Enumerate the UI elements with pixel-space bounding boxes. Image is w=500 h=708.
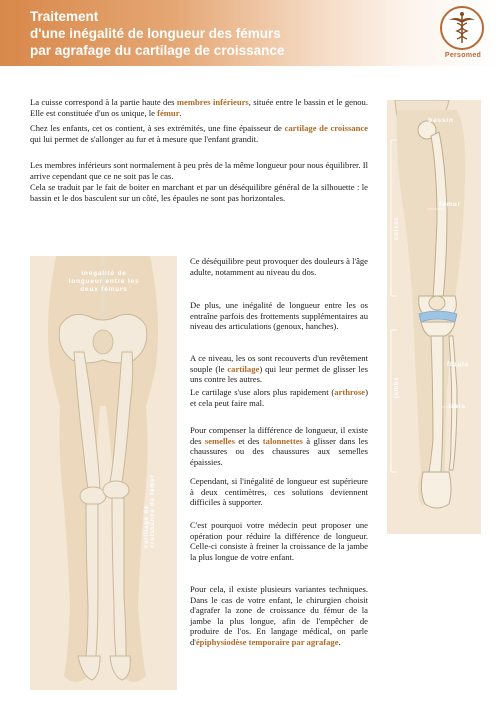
label-femur: fémur xyxy=(438,201,462,208)
label-inegalite-longueur: inégalité de longueur entre les deux fémurs xyxy=(68,270,140,293)
label-bassin: bassin xyxy=(428,117,454,124)
legs-inequality-illustration xyxy=(30,256,177,690)
intro-paragraph-1: La cuisse correspond à la partie haute des membres inférieurs, située entre le bassin et le genou. Elle est constituée d'un os unique, le fémur. xyxy=(30,97,368,118)
body-paragraph-1: Ce déséquilibre peut provoquer des douleurs à l'âge adulte, notamment au niveau du dos. xyxy=(190,256,368,277)
caduceus-icon xyxy=(442,8,482,48)
logo-circle xyxy=(440,6,484,50)
highlight-femur: fémur xyxy=(157,107,180,118)
intro-paragraph-2: Chez les enfants, cet os contient, à ses extrémités, une fine épaisseur de cartilage de croissance qui lui permet de s'allonger au fur et à mesure que l'enfant grandit. xyxy=(30,123,368,144)
title-line-2: d'une inégalité de longueur des fémurs xyxy=(30,26,281,41)
title-line-1: Traitement xyxy=(30,9,99,24)
label-fibula: fibula xyxy=(446,361,470,368)
highlight-cartilage: cartilage xyxy=(227,363,260,374)
highlight-cartilage-de-croissance: cartilage de croissance xyxy=(284,123,368,133)
body-paragraph-5: Pour compenser la différence de longueur, il existe des semelles et des talonnettes à glisser dans les chaussures ou des chaussures aux semelles épaissies. xyxy=(190,425,369,467)
body-paragraph-3: A ce niveau, les os sont recouverts d'un revêtement souple (le cartilage) qui leur permet de glisser les uns contre les autres. xyxy=(190,353,368,385)
legs-skeleton-drawing xyxy=(30,256,177,690)
leg-bones-drawing xyxy=(387,100,481,534)
highlight-arthrose: arthrose xyxy=(334,387,366,397)
highlight-membres-inferieurs: membres inférieurs xyxy=(176,97,249,107)
persomed-logo xyxy=(437,6,489,64)
intro-paragraph-3: Les membres inférieurs sont normalement à peu près de la même longueur pour nous équilibrer. Il arrive cependant que ce ne soit pas le cas. xyxy=(30,160,368,181)
body-paragraph-8: Pour cela, il existe plusieurs variantes techniques. Dans le cas de votre enfant, le chirurgien choisit d'agrafer la zone de croissance du fémur de la jambe la plus longue, afin de l'empêcher de produire de l'os. En langage médical, on parle d'épiphysiodèse temporaire par agrafage. xyxy=(190,584,368,647)
body-paragraph-2: De plus, une inégalité de longueur entre les os entraîne parfois des frottements supplémentaires au niveau des articulations (genoux, hanches). xyxy=(190,300,368,332)
label-cartilage-croissance: cartilage de croissance du fémur xyxy=(144,474,156,548)
page-title xyxy=(30,8,284,59)
highlight-epiphysiodese: épiphysiodèse temporaire par agrafage xyxy=(195,636,339,647)
highlight-semelles: semelles xyxy=(204,435,235,446)
header-banner xyxy=(0,0,500,66)
title-line-3: par agrafage du cartilage de croissance xyxy=(30,43,285,58)
highlight-talonnettes: talonnettes xyxy=(262,435,303,446)
body-paragraph-7: C'est pourquoi votre médecin peut proposer une opération pour réduire la différence de longueur. Celle-ci consiste à freiner la croissance de la jambe la plus longue de votre enfant. xyxy=(190,520,368,562)
label-cuisse: cuisse xyxy=(394,216,400,240)
body-paragraph-6: Cependant, si l'inégalité de longueur est supérieure à deux centimètres, ces solutions deviennent difficiles à supporter. xyxy=(190,476,368,508)
label-tibia: tibia xyxy=(448,403,466,410)
leg-bones-illustration xyxy=(387,100,481,534)
label-jambe: jambe xyxy=(394,376,400,398)
logo-brand-text: Persomed xyxy=(444,52,482,59)
intro-paragraph-4: Cela se traduit par le fait de boiter en marchant et par un déséquilibre général de la silhouette : le bassin et le dos basculent sur un côté, les épaules ne sont pas horizontales. xyxy=(30,182,368,203)
body-paragraph-4: Le cartilage s'use alors plus rapidement (arthrose) et cela peut faire mal. xyxy=(190,387,368,408)
